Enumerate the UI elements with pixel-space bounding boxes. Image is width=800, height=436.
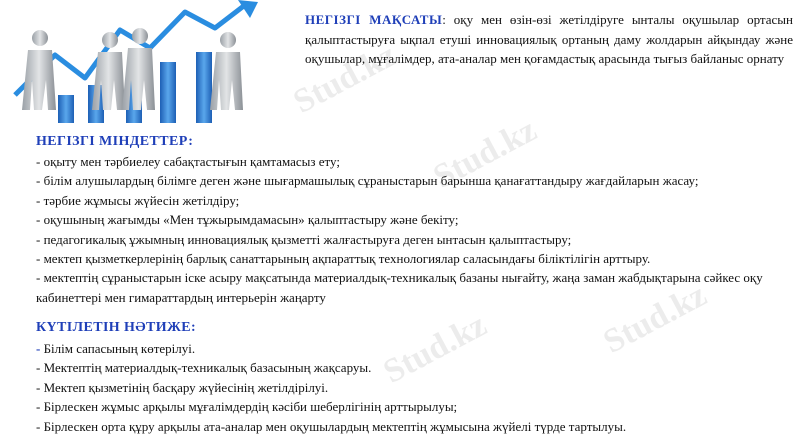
- goal-heading: НЕГІЗГІ МАҚСАТЫ: [305, 12, 443, 27]
- list-item: - оқушының жағымды «Мен тұжырымдамасын» қалыптастыру және бекіту;: [36, 212, 459, 228]
- tasks-title: НЕГІЗГІ МІНДЕТТЕР:: [36, 134, 194, 149]
- tasks-list: [36, 152, 796, 307]
- results-list: [36, 339, 796, 436]
- goal-paragraph: [305, 10, 793, 69]
- list-item: - Бірлескен жұмыс арқылы мұғалімдердің кәсіби шеберлігінің арттырылуы;: [36, 399, 458, 415]
- list-item: - білім алушылардың білімге деген және шығармашылық сұраныстарын барынша қанағаттандыру жағдайларын жасау;: [36, 173, 699, 189]
- list-item: - оқыту мен тәрбиелеу сабақтастығын қамтамасыз ету;: [36, 154, 340, 169]
- watermark: Stud.kz: [427, 111, 543, 196]
- list-item: - мектептің сұраныстарын іске асыру мақсатында материалдық-техникалық базаны нығайту, жаңа заман жабдықтарына сәйкес оқу кабинеттері мен гимараттардың интерьерін жаңарту: [36, 270, 763, 305]
- list-item-text: Білім сапасының көтерілуі.: [40, 341, 196, 356]
- list-item: - мектеп қызметкерлерінің барлық санаттарының ақпараттық технологиялар саласындағы біліктілігін арттыру.: [36, 251, 651, 267]
- watermark: Stud.kz: [287, 36, 403, 121]
- list-item: - Мектептің материалдық-техникалық базасының жақсаруы.: [36, 360, 372, 376]
- list-item: - тәрбие жұмысы жүйесін жетілдіру;: [36, 192, 240, 208]
- growth-chart-illustration: [0, 0, 275, 130]
- watermark: Stud.kz: [597, 276, 713, 361]
- list-item: [36, 339, 796, 358]
- blue-dash: -: [36, 341, 41, 356]
- watermark: Stud.kz: [377, 306, 493, 391]
- results-title: КҮТІЛЕТІН НӘТИЖЕ:: [36, 320, 197, 335]
- list-item: - педагогикалық ұжымның инновациялық қызметті жалғастыруға деген ынтасын қалыптастыру;: [36, 231, 572, 247]
- list-item: - Мектеп қызметінің басқару жүйесінің жетілдірілуі.: [36, 379, 329, 395]
- list-item: - Бірлескен орта құру арқылы ата-аналар мен оқушылардың мектептің жұмысына жүйелі түрде тартылуы.: [36, 418, 627, 434]
- goal-text: : оқу мен өзін-өзі жетілдіруге ынталы оқушылар ортасын қалыптастыруға ықпал етуші инновациялық ортаның даму жолдарын айқындау және оқушылар, мұғалімдер, ата-аналар мен қоғамдастық арасында тығыз байланыс орнату: [305, 12, 793, 66]
